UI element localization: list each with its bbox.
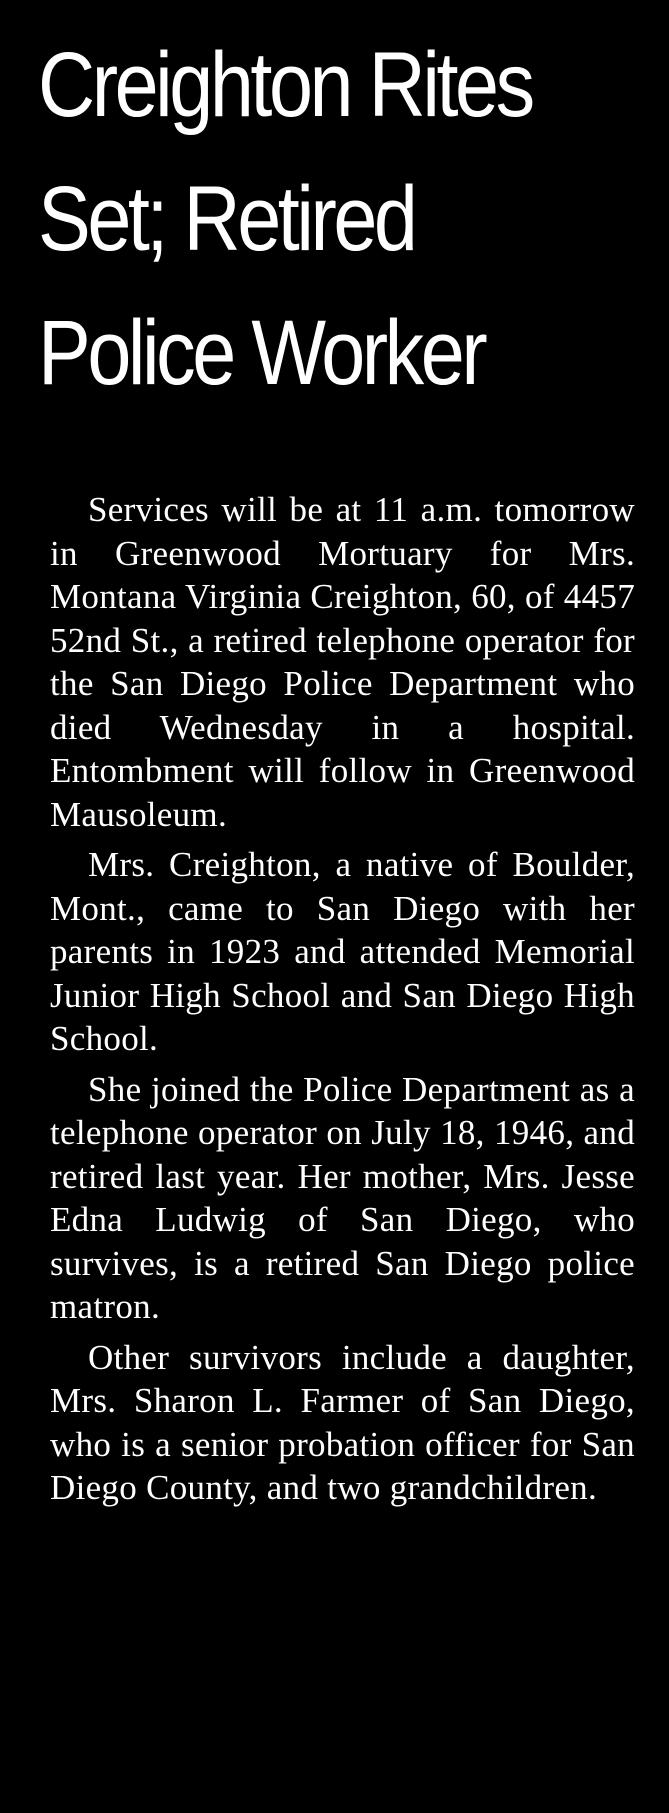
headline-line-3: Police Worker [38,302,485,404]
headline-line-2: Set; Retired [38,168,415,270]
headline-line-1: Creighton Rites [38,34,532,136]
article-headline [38,18,571,420]
article-body [50,488,635,1517]
paragraph-survivors: Other survivors include a daughter, Mrs. Sharon L. Farmer of San Diego, who is a senior probation officer for San Diego County, and two grandchildren. [50,1337,635,1507]
paragraph-services: Services will be at 11 a.m. tomorrow in Greenwood Mortuary for Mrs. Montana Virginia Creighton, 60, of 4457 52nd St., a retired telephone operator for the San Diego Police Department who died Wednesday in a hospital. Entombment will follow in Greenwood Mausoleum. [50,490,635,834]
paragraph-background: Mrs. Creighton, a native of Boulder, Mont., came to San Diego with her parents in 1923 and attended Memorial Junior High School and San Diego High School. [50,845,635,1058]
paragraph-career: She joined the Police Department as a telephone operator on July 18, 1946, and retired last year. Her mother, Mrs. Jesse Edna Ludwig of San Diego, who survives, is a retired San Diego police matron. [50,1069,635,1326]
